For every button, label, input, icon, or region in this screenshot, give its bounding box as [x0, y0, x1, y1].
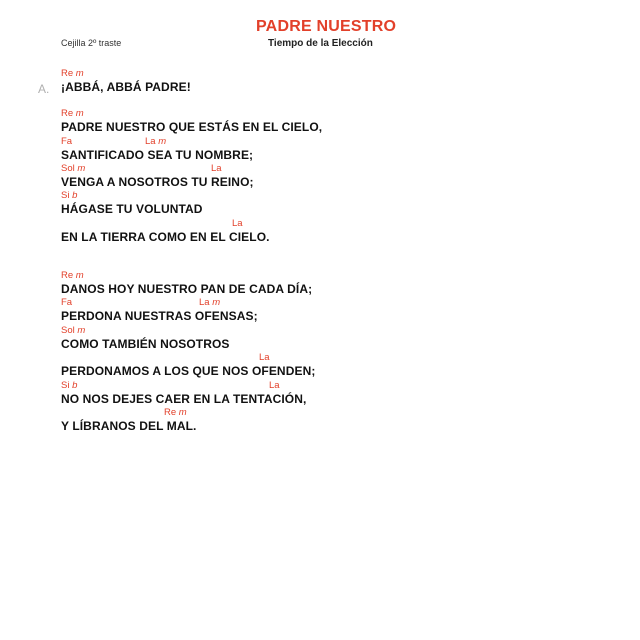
- lyric-line: PADRE NUESTRO QUE ESTÁS EN EL CIELO,: [61, 120, 323, 134]
- chord: Sol m: [61, 163, 86, 174]
- chord: La m: [199, 297, 221, 308]
- song-subtitle: Tiempo de la Elección: [268, 38, 373, 49]
- chord: Si b: [61, 190, 78, 201]
- chord: La: [232, 218, 243, 229]
- chord: La: [259, 352, 270, 363]
- capo-note: Cejilla 2º traste: [61, 38, 122, 48]
- chord: Re m: [164, 407, 187, 418]
- lyric-line: EN LA TIERRA COMO EN EL CIELO.: [61, 230, 270, 244]
- lyric-line: HÁGASE TU VOLUNTAD: [61, 202, 203, 216]
- lyric-line: PERDONA NUESTRAS OFENSAS;: [61, 309, 258, 323]
- lyric-line: VENGA A NOSOTROS TU REINO;: [61, 175, 254, 189]
- chord: Si b: [61, 380, 78, 391]
- chord: Fa: [61, 136, 73, 147]
- lyric-line: PERDONAMOS A LOS QUE NOS OFENDEN;: [61, 364, 316, 378]
- chord: Sol m: [61, 325, 86, 336]
- chord: Re m: [61, 68, 84, 79]
- lyric-line: Y LÍBRANOS DEL MAL.: [61, 419, 197, 433]
- section-marker: A.: [38, 82, 50, 96]
- lyric-line: SANTIFICADO SEA TU NOMBRE;: [61, 148, 254, 162]
- chord: La m: [145, 136, 167, 147]
- lyric-line: ¡ABBÁ, ABBÁ PADRE!: [61, 80, 191, 94]
- chord: La: [269, 380, 280, 391]
- chord: La: [211, 163, 222, 174]
- lyric-line: NO NOS DEJES CAER EN LA TENTACIÓN,: [61, 392, 307, 406]
- lyric-line: COMO TAMBIÉN NOSOTROS: [61, 337, 230, 351]
- chord: Fa: [61, 297, 73, 308]
- chord: Re m: [61, 108, 84, 119]
- chord: Re m: [61, 270, 84, 281]
- song-title: PADRE NUESTRO: [256, 18, 397, 35]
- lyric-line: DANOS HOY NUESTRO PAN DE CADA DÍA;: [61, 282, 313, 296]
